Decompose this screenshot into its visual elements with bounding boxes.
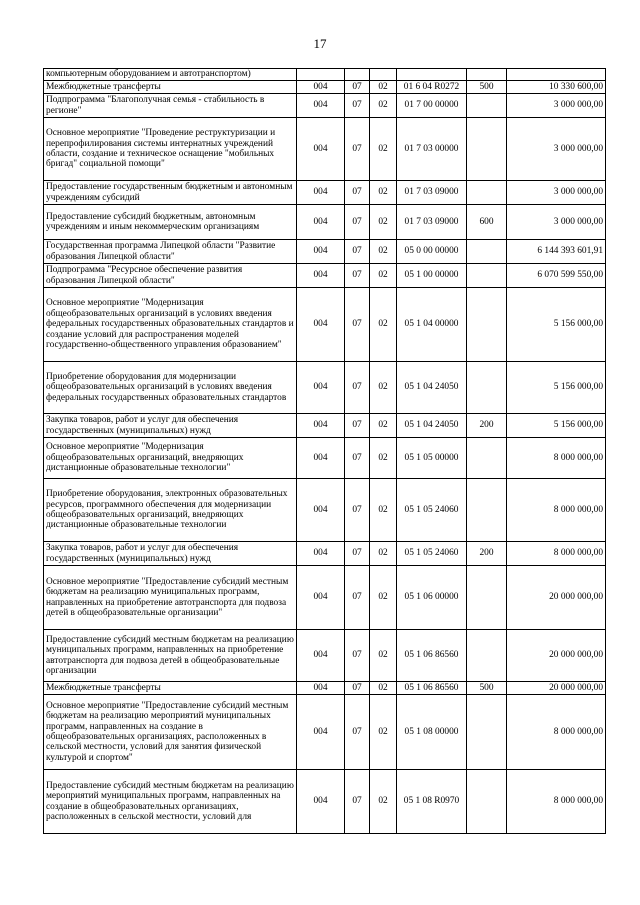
row-rz: 07 bbox=[345, 264, 370, 288]
table-row bbox=[44, 695, 606, 770]
row-ved: 004 bbox=[297, 414, 345, 438]
row-rz bbox=[345, 69, 370, 81]
row-pr: 02 bbox=[370, 414, 397, 438]
row-rz: 07 bbox=[345, 770, 370, 834]
row-name: Межбюджетные трансферты bbox=[44, 81, 297, 94]
row-ved: 004 bbox=[297, 205, 345, 240]
row-pr: 02 bbox=[370, 94, 397, 118]
row-name: Закупка товаров, работ и услуг для обеспечения государственных (муниципальных) нужд bbox=[44, 542, 297, 566]
row-sum: 20 000 000,00 bbox=[507, 682, 606, 695]
row-csr: 05 1 08 00000 bbox=[397, 695, 467, 770]
row-csr: 05 1 08 R0970 bbox=[397, 770, 467, 834]
row-sum: 8 000 000,00 bbox=[507, 479, 606, 542]
table-row bbox=[44, 630, 606, 682]
row-pr: 02 bbox=[370, 81, 397, 94]
row-sum: 3 000 000,00 bbox=[507, 181, 606, 205]
row-vr bbox=[467, 770, 507, 834]
table-row bbox=[44, 542, 606, 566]
row-vr bbox=[467, 288, 507, 362]
row-csr: 05 1 06 86560 bbox=[397, 630, 467, 682]
row-name: Государственная программа Липецкой области "Развитие образования Липецкой области" bbox=[44, 240, 297, 264]
row-csr: 01 7 03 00000 bbox=[397, 118, 467, 181]
row-sum: 8 000 000,00 bbox=[507, 770, 606, 834]
row-rz: 07 bbox=[345, 630, 370, 682]
row-ved: 004 bbox=[297, 240, 345, 264]
table-row bbox=[44, 69, 606, 81]
row-vr bbox=[467, 630, 507, 682]
row-ved: 004 bbox=[297, 181, 345, 205]
row-sum: 3 000 000,00 bbox=[507, 118, 606, 181]
table-row bbox=[44, 118, 606, 181]
row-pr: 02 bbox=[370, 288, 397, 362]
table-row bbox=[44, 770, 606, 834]
row-csr: 05 1 00 00000 bbox=[397, 264, 467, 288]
row-csr: 05 1 04 00000 bbox=[397, 288, 467, 362]
row-rz: 07 bbox=[345, 94, 370, 118]
row-rz: 07 bbox=[345, 682, 370, 695]
row-sum: 8 000 000,00 bbox=[507, 695, 606, 770]
row-csr: 01 7 03 09000 bbox=[397, 205, 467, 240]
row-sum: 5 156 000,00 bbox=[507, 288, 606, 362]
row-rz: 07 bbox=[345, 566, 370, 630]
row-csr: 01 7 00 00000 bbox=[397, 94, 467, 118]
row-csr: 05 1 04 24050 bbox=[397, 414, 467, 438]
row-sum: 8 000 000,00 bbox=[507, 438, 606, 479]
row-sum bbox=[507, 69, 606, 81]
row-vr bbox=[467, 362, 507, 414]
row-csr: 05 1 05 24060 bbox=[397, 479, 467, 542]
row-csr: 01 6 04 R0272 bbox=[397, 81, 467, 94]
table-row bbox=[44, 566, 606, 630]
table-row bbox=[44, 414, 606, 438]
table-row bbox=[44, 479, 606, 542]
row-name: Основное мероприятие "Предоставление субсидий местным бюджетам на реализацию муниципальных программ, направленных на приобретение автотранспорта для подвоза детей в общеобразовательные организации" bbox=[44, 566, 297, 630]
row-ved: 004 bbox=[297, 542, 345, 566]
row-ved: 004 bbox=[297, 438, 345, 479]
row-rz: 07 bbox=[345, 695, 370, 770]
row-vr: 600 bbox=[467, 205, 507, 240]
table-row bbox=[44, 205, 606, 240]
row-vr bbox=[467, 94, 507, 118]
row-rz: 07 bbox=[345, 240, 370, 264]
row-rz: 07 bbox=[345, 81, 370, 94]
table-row bbox=[44, 288, 606, 362]
row-pr: 02 bbox=[370, 770, 397, 834]
row-rz: 07 bbox=[345, 118, 370, 181]
row-csr: 05 1 06 00000 bbox=[397, 566, 467, 630]
row-name: Основное мероприятие "Предоставление субсидий местным бюджетам на реализацию мероприятий муниципальных программ, направленных на создание в общеобразовательных организациях, расположенных в сельской местности, условий для занятия физической культурой и спортом" bbox=[44, 695, 297, 770]
row-pr: 02 bbox=[370, 695, 397, 770]
row-vr bbox=[467, 695, 507, 770]
row-name: Приобретение оборудования для модернизации общеобразовательных организаций в условиях введения федеральных государственных образовательных стандартов bbox=[44, 362, 297, 414]
row-pr: 02 bbox=[370, 205, 397, 240]
row-rz: 07 bbox=[345, 362, 370, 414]
row-name: Межбюджетные трансферты bbox=[44, 682, 297, 695]
row-ved: 004 bbox=[297, 81, 345, 94]
budget-table-body bbox=[44, 69, 606, 834]
table-row bbox=[44, 438, 606, 479]
row-pr: 02 bbox=[370, 630, 397, 682]
row-ved: 004 bbox=[297, 288, 345, 362]
row-ved: 004 bbox=[297, 94, 345, 118]
row-pr: 02 bbox=[370, 362, 397, 414]
row-sum: 20 000 000,00 bbox=[507, 566, 606, 630]
row-name: Подпрограмма "Благополучная семья - стабильность в регионе" bbox=[44, 94, 297, 118]
row-vr: 200 bbox=[467, 542, 507, 566]
row-ved: 004 bbox=[297, 362, 345, 414]
row-rz: 07 bbox=[345, 205, 370, 240]
row-vr bbox=[467, 479, 507, 542]
row-rz: 07 bbox=[345, 414, 370, 438]
row-name: Предоставление субсидий местным бюджетам на реализацию мероприятий муниципальных программ, направленных на создание в общеобразовательных организациях, расположенных в сельской местности, условий для bbox=[44, 770, 297, 834]
row-csr: 05 0 00 00000 bbox=[397, 240, 467, 264]
row-pr: 02 bbox=[370, 682, 397, 695]
row-rz: 07 bbox=[345, 542, 370, 566]
row-name: Закупка товаров, работ и услуг для обеспечения государственных (муниципальных) нужд bbox=[44, 414, 297, 438]
row-rz: 07 bbox=[345, 288, 370, 362]
table-row bbox=[44, 81, 606, 94]
row-ved: 004 bbox=[297, 695, 345, 770]
row-vr bbox=[467, 566, 507, 630]
row-sum: 10 330 600,00 bbox=[507, 81, 606, 94]
row-rz: 07 bbox=[345, 181, 370, 205]
row-vr: 200 bbox=[467, 414, 507, 438]
row-pr: 02 bbox=[370, 438, 397, 479]
row-sum: 20 000 000,00 bbox=[507, 630, 606, 682]
page-number: 17 bbox=[313, 36, 327, 51]
row-sum: 3 000 000,00 bbox=[507, 94, 606, 118]
row-csr bbox=[397, 69, 467, 81]
row-ved bbox=[297, 69, 345, 81]
row-sum: 6 144 393 601,91 bbox=[507, 240, 606, 264]
row-vr: 500 bbox=[467, 81, 507, 94]
row-csr: 05 1 05 00000 bbox=[397, 438, 467, 479]
row-csr: 05 1 04 24050 bbox=[397, 362, 467, 414]
row-sum: 5 156 000,00 bbox=[507, 414, 606, 438]
row-csr: 01 7 03 09000 bbox=[397, 181, 467, 205]
table-row bbox=[44, 264, 606, 288]
row-sum: 8 000 000,00 bbox=[507, 542, 606, 566]
row-pr bbox=[370, 69, 397, 81]
row-name: Подпрограмма "Ресурсное обеспечение развития образования Липецкой области" bbox=[44, 264, 297, 288]
row-pr: 02 bbox=[370, 566, 397, 630]
row-name: Основное мероприятие "Модернизация общеобразовательных организаций, внедряющих дистанционные образовательные технологии" bbox=[44, 438, 297, 479]
row-vr bbox=[467, 118, 507, 181]
row-sum: 6 070 599 550,00 bbox=[507, 264, 606, 288]
row-vr bbox=[467, 264, 507, 288]
row-name: Предоставление государственным бюджетным и автономным учреждениям субсидий bbox=[44, 181, 297, 205]
row-ved: 004 bbox=[297, 630, 345, 682]
row-name: Предоставление субсидий бюджетным, автономным учреждениям и иным некоммерческим организациям bbox=[44, 205, 297, 240]
row-vr bbox=[467, 240, 507, 264]
row-name: Приобретение оборудования, электронных образовательных ресурсов, программного обеспечения для модернизации общеобразовательных организаций, внедряющих дистанционные образовательные технологии bbox=[44, 479, 297, 542]
table-row bbox=[44, 682, 606, 695]
row-ved: 004 bbox=[297, 566, 345, 630]
row-pr: 02 bbox=[370, 118, 397, 181]
row-rz: 07 bbox=[345, 479, 370, 542]
table-row bbox=[44, 240, 606, 264]
row-sum: 3 000 000,00 bbox=[507, 205, 606, 240]
row-name: Основное мероприятие "Проведение реструктуризации и перепрофилирования системы интернатных учреждений области, создание и техническое оснащение "мобильных бригад" социальной помощи" bbox=[44, 118, 297, 181]
row-pr: 02 bbox=[370, 479, 397, 542]
table-row bbox=[44, 94, 606, 118]
row-rz: 07 bbox=[345, 438, 370, 479]
row-vr bbox=[467, 181, 507, 205]
row-name: Предоставление субсидий местным бюджетам на реализацию муниципальных программ, направленных на приобретение автотранспорта для подвоза детей в общеобразовательные организации bbox=[44, 630, 297, 682]
row-ved: 004 bbox=[297, 682, 345, 695]
row-pr: 02 bbox=[370, 240, 397, 264]
row-name: компьютерным оборудованием и автотранспортом) bbox=[44, 69, 297, 81]
budget-table bbox=[43, 68, 606, 834]
table-row bbox=[44, 362, 606, 414]
table-row bbox=[44, 181, 606, 205]
row-pr: 02 bbox=[370, 542, 397, 566]
row-vr bbox=[467, 438, 507, 479]
row-csr: 05 1 06 86560 bbox=[397, 682, 467, 695]
row-ved: 004 bbox=[297, 264, 345, 288]
row-sum: 5 156 000,00 bbox=[507, 362, 606, 414]
row-pr: 02 bbox=[370, 181, 397, 205]
row-name: Основное мероприятие "Модернизация общеобразовательных организаций в условиях введения федеральных государственных образовательных стандартов и создание условий для распространения моделей государственно-общественного управления образованием" bbox=[44, 288, 297, 362]
row-ved: 004 bbox=[297, 118, 345, 181]
row-ved: 004 bbox=[297, 770, 345, 834]
row-pr: 02 bbox=[370, 264, 397, 288]
row-vr: 500 bbox=[467, 682, 507, 695]
row-ved: 004 bbox=[297, 479, 345, 542]
row-vr bbox=[467, 69, 507, 81]
row-csr: 05 1 05 24060 bbox=[397, 542, 467, 566]
